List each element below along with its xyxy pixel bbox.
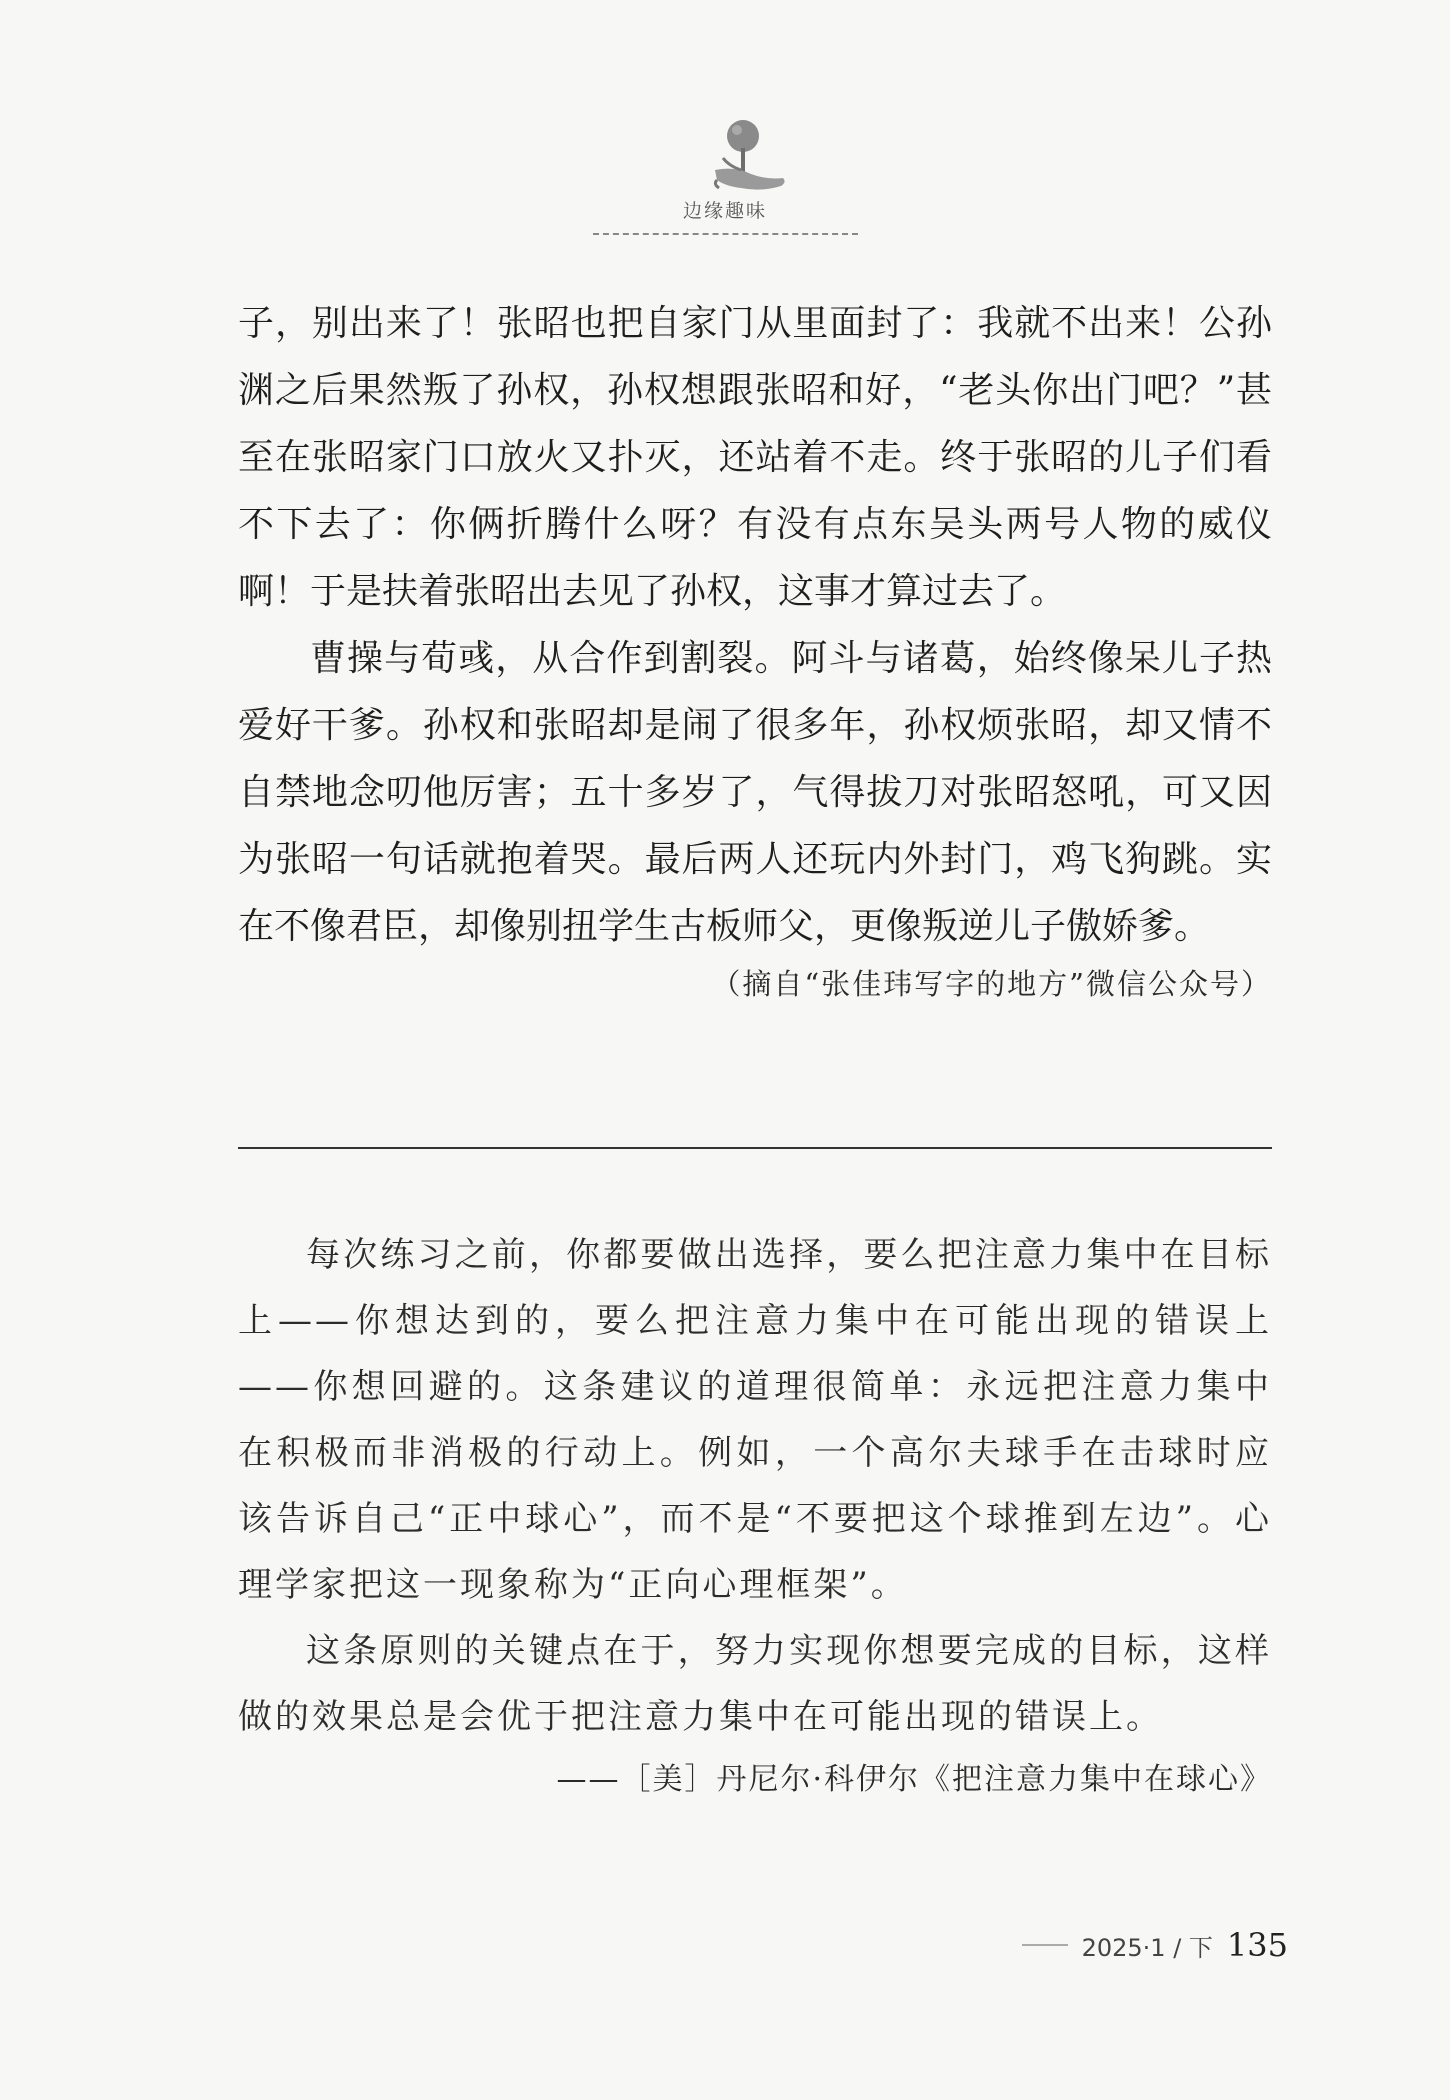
issue-label: 2025·1 / 下 bbox=[1081, 1933, 1213, 1962]
quote-attribution: ——［美］丹尼尔·科伊尔《把注意力集中在球心》 bbox=[556, 1762, 1272, 1797]
article-paragraph: 子，别出来了！张昭也把自家门从里面封了：我就不出来！公孙渊之后果然叛了孙权，孙权想跟张昭和好，“老头你出门吧？”甚至在张昭家门口放火又扑灭，还站着不走。终于张昭的儿子们看不下去了：你俩折腾什么呀？有没有点东吴头两号人物的威仪啊！于是扶着张昭出去见了孙权，这事才算过去了。 bbox=[238, 303, 1272, 612]
quote-paragraph: 每次练习之前，你都要做出选择，要么把注意力集中在目标上——你想达到的，要么把注意力集中在可能出现的错误上——你想回避的。这条建议的道理很简单：永远把注意力集中在积极而非消极的行动上。例如，一个高尔夫球手在击球时应该告诉自己“正中球心”，而不是“不要把这个球推到左边”。心理学家把这一现象称为“正向心理框架”。 bbox=[238, 1235, 1272, 1605]
header-divider bbox=[593, 233, 858, 235]
page-footer bbox=[1022, 1925, 1288, 1965]
article-source: （摘自“张佳玮写字的地方”微信公众号） bbox=[711, 967, 1272, 1001]
article-body bbox=[238, 290, 1272, 1008]
quote-block bbox=[238, 1222, 1272, 1810]
section-title: 边缘趣味 bbox=[682, 200, 767, 222]
section-divider bbox=[238, 1147, 1272, 1149]
tree-hand-logo-icon bbox=[695, 108, 805, 203]
article-paragraph: 曹操与荀彧，从合作到割裂。阿斗与诸葛，始终像呆儿子热爱好干爹。孙权和张昭却是闹了很多年，孙权烦张昭，却又情不自禁地念叨他厉害；五十多岁了，气得拔刀对张昭怒吼，可又因为张昭一句话就抱着哭。最后两人还玩内外封门，鸡飞狗跳。实在不像君臣，却像别扭学生古板师父，更像叛逆儿子傲娇爹。 bbox=[238, 638, 1272, 947]
footer-dash bbox=[1022, 1944, 1068, 1946]
quote-paragraph: 这条原则的关键点在于，努力实现你想要完成的目标，这样做的效果总是会优于把注意力集中在可能出现的错误上。 bbox=[238, 1631, 1272, 1737]
page-number: 135 bbox=[1226, 1926, 1288, 1964]
